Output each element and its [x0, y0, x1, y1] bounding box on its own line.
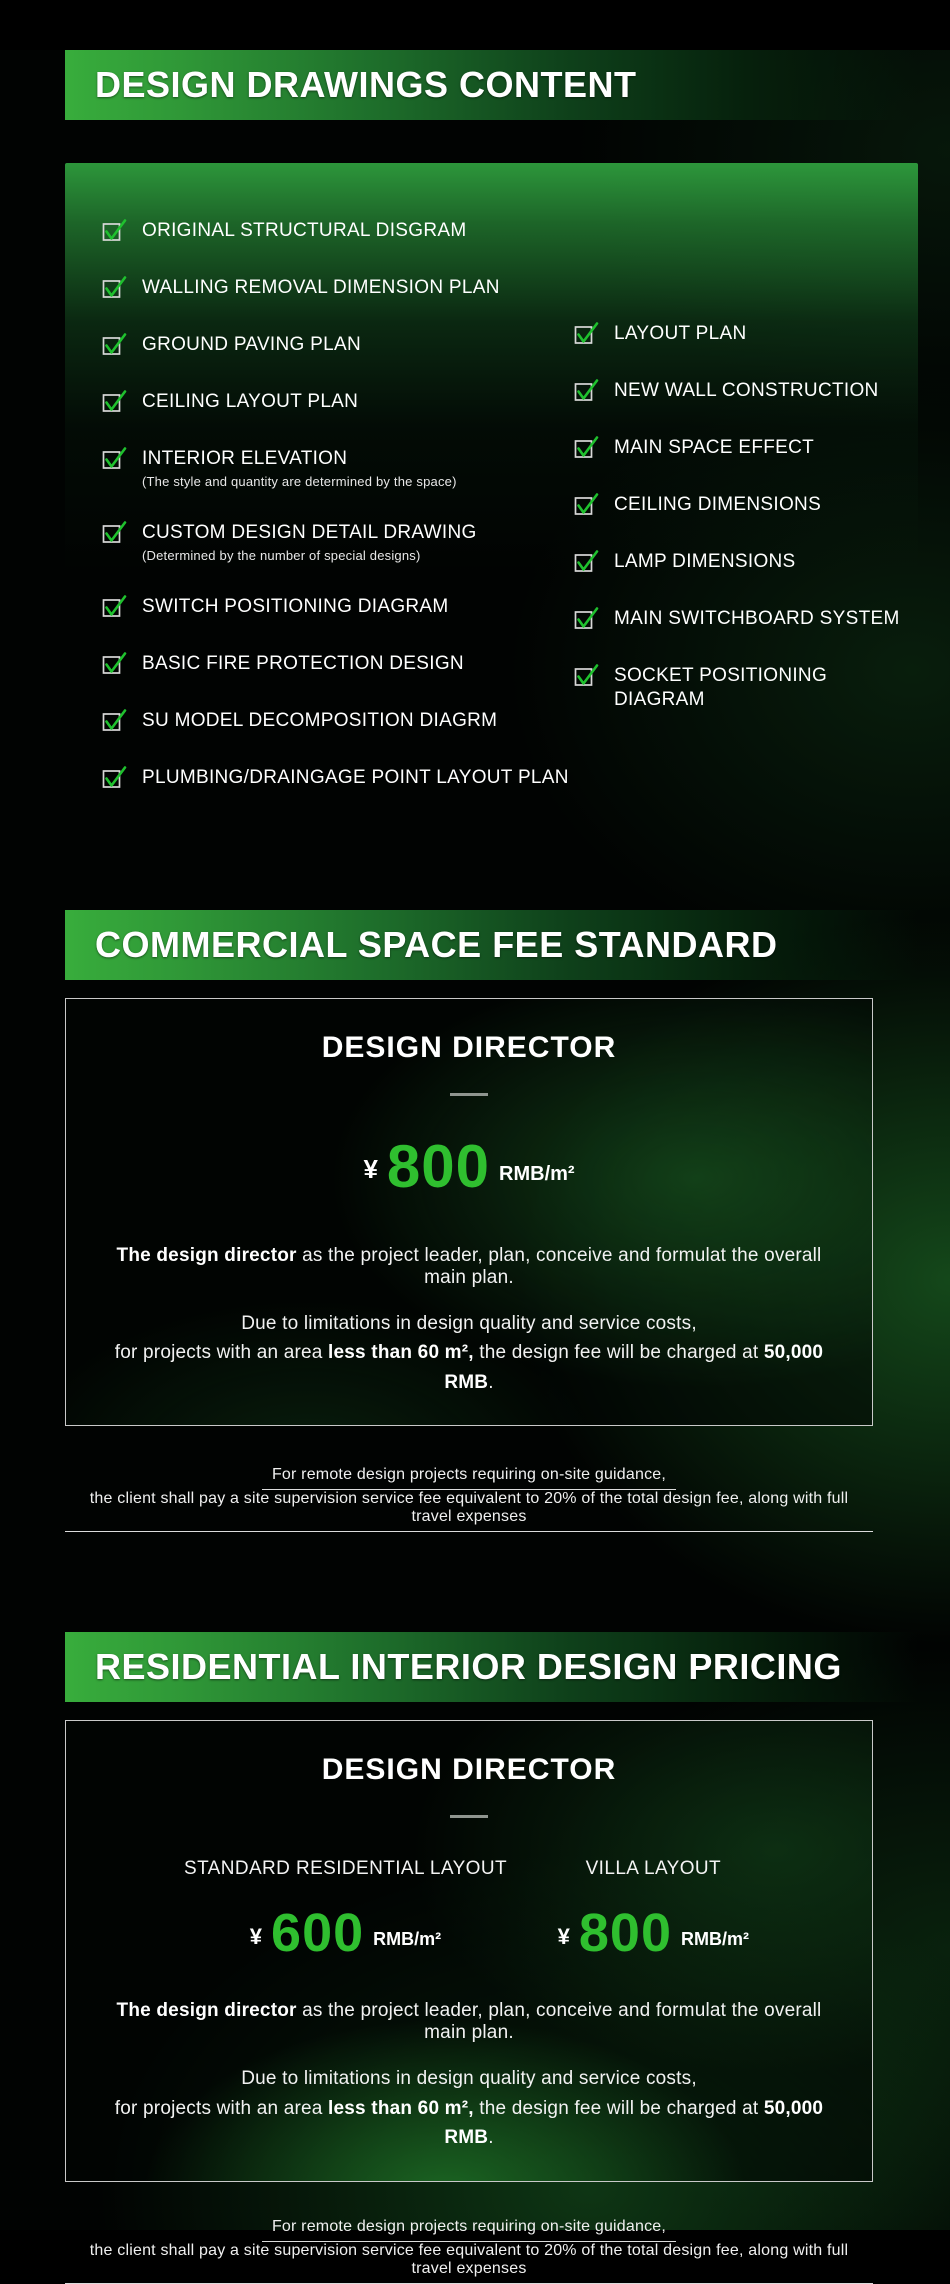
checked-checkbox-icon	[101, 764, 128, 791]
checked-checkbox-icon	[101, 331, 128, 358]
commercial-footnote	[65, 1466, 873, 1532]
residential-card-terms	[94, 2064, 844, 2152]
checklist-item-label: BASIC FIRE PROTECTION DESIGN	[142, 653, 464, 674]
price-option-standard	[184, 1858, 507, 1964]
checked-checkbox-icon	[101, 217, 128, 244]
checklist-item-label: SWITCH POSITIONING DIAGRAM	[142, 596, 449, 617]
commercial-section-title: COMMERCIAL SPACE FEE STANDARD	[95, 924, 778, 965]
drawings-checklist-panel	[65, 163, 918, 825]
checked-checkbox-icon	[101, 593, 128, 620]
checked-checkbox-icon	[573, 377, 600, 404]
residential-pricing-card	[65, 1720, 873, 2181]
checklist-item	[101, 219, 573, 244]
checklist-item-label: GROUND PAVING PLAN	[142, 334, 362, 355]
checked-checkbox-icon	[573, 548, 600, 575]
checked-checkbox-icon	[573, 662, 600, 689]
checklist-left-column	[101, 219, 573, 791]
option-label: VILLA LAYOUT	[585, 1858, 722, 1880]
checklist-item-label: SOCKET POSITIONING DIAGRAM	[614, 665, 828, 710]
checklist-item-label: LAYOUT PLAN	[614, 323, 747, 344]
terms-end: .	[488, 2127, 494, 2149]
checklist-item-label: MAIN SWITCHBOARD SYSTEM	[614, 608, 900, 629]
checklist-item-text	[142, 595, 449, 619]
checklist-item	[101, 333, 573, 358]
checked-checkbox-icon	[101, 650, 128, 677]
checklist-item	[573, 607, 904, 632]
price-value: 600	[271, 1903, 365, 1964]
terms-mid: the design fee will be charged at	[473, 2097, 764, 2119]
checklist-item	[101, 447, 573, 489]
option-price	[184, 1902, 507, 1964]
checked-checkbox-icon	[101, 519, 128, 546]
checklist-item-label: PLUMBING/DRAINGAGE POINT LAYOUT PLAN	[142, 767, 569, 788]
footnote-line-1: For remote design projects requiring on-site guidance,	[262, 1466, 676, 1490]
terms-mid: the design fee will be charged at	[473, 1342, 764, 1364]
checklist-item-text	[614, 379, 879, 403]
pricing-poster	[0, 50, 950, 2277]
poster-content	[65, 50, 918, 2284]
residential-price-options	[94, 1858, 844, 1964]
checklist-item-label: WALLING REMOVAL DIMENSION PLAN	[142, 277, 500, 298]
checklist-item-label: INTERIOR ELEVATION	[142, 448, 348, 469]
residential-card-heading: DESIGN DIRECTOR	[321, 1753, 617, 1787]
checklist-item	[101, 276, 573, 301]
residential-card-description	[94, 2000, 844, 2044]
description-rest: as the project leader, plan, conceive and formulat the overall main plan.	[296, 2000, 822, 2044]
price-value: 800	[578, 1903, 672, 1964]
checklist-item-text	[142, 521, 477, 563]
checked-checkbox-icon	[573, 434, 600, 461]
section-banner-drawings	[65, 50, 918, 120]
checklist-item	[101, 595, 573, 620]
commercial-pricing-card	[65, 998, 873, 1426]
footnote-line-2: the client shall pay a site supervision service fee equivalent to 20% of the total design fee, along with full travel expenses	[65, 1490, 873, 1532]
price-unit: RMB/m²	[499, 1163, 575, 1185]
terms-end: .	[488, 1371, 494, 1393]
checklist-item-text	[142, 276, 500, 300]
card-divider	[450, 1815, 488, 1818]
checklist-item-text	[142, 447, 457, 489]
checklist-item-label: CEILING DIMENSIONS	[614, 494, 822, 515]
checklist-item	[101, 766, 573, 791]
description-rest: as the project leader, plan, conceive and formulat the overall main plan.	[296, 1245, 822, 1288]
checklist-item-text	[614, 664, 904, 712]
checked-checkbox-icon	[573, 320, 600, 347]
residential-footnote	[65, 2218, 873, 2284]
price-value: 800	[386, 1133, 491, 1200]
commercial-card-description	[94, 1245, 844, 1289]
checklist-item-text	[142, 390, 358, 414]
description-bold: The design director	[116, 1245, 297, 1266]
checklist-item-text	[614, 322, 746, 346]
residential-section-title: RESIDENTIAL INTERIOR DESIGN PRICING	[95, 1646, 842, 1688]
checklist-item-text	[142, 709, 497, 733]
checklist-item-label: SU MODEL DECOMPOSITION DIAGRM	[142, 710, 498, 731]
checklist-item	[101, 521, 573, 563]
checklist-item	[573, 379, 904, 404]
checklist-item-note: (The style and quantity are determined by the space)	[142, 474, 457, 489]
card-divider	[450, 1093, 488, 1096]
checklist-item-text	[142, 219, 466, 243]
checklist-item	[101, 652, 573, 677]
checklist-item-text	[614, 607, 900, 631]
price-option-villa	[558, 1858, 749, 1964]
checklist-item	[101, 709, 573, 734]
terms-pre: for projects with an area	[114, 1342, 329, 1364]
checklist-item	[573, 550, 904, 575]
checklist-item	[101, 390, 573, 415]
checked-checkbox-icon	[573, 491, 600, 518]
option-label: STANDARD RESIDENTIAL LAYOUT	[184, 1858, 507, 1880]
description-bold: The design director	[116, 2000, 297, 2022]
checklist-item-label: CEILING LAYOUT PLAN	[142, 391, 359, 412]
terms-line1: Due to limitations in design quality and service costs,	[241, 1313, 697, 1334]
option-price	[558, 1902, 749, 1964]
checklist-item	[573, 436, 904, 461]
terms-line1: Due to limitations in design quality and service costs,	[241, 2068, 697, 2090]
checklist-item-text	[142, 652, 464, 676]
checklist-right-column	[573, 322, 904, 791]
checklist-item	[573, 664, 904, 712]
section-banner-residential	[65, 1632, 918, 1702]
section-banner-commercial	[65, 910, 918, 980]
checklist-item-label: CUSTOM DESIGN DETAIL DRAWING	[142, 522, 477, 543]
checklist-item-text	[142, 766, 569, 790]
terms-area-bold: less than 60 m²,	[328, 2097, 474, 2119]
price-unit: RMB/m²	[681, 1929, 749, 1950]
checklist-item-label: MAIN SPACE EFFECT	[614, 437, 815, 458]
commercial-card-heading: DESIGN DIRECTOR	[321, 1031, 617, 1064]
checklist-item-label: ORIGINAL STRUCTURAL DISGRAM	[142, 220, 467, 241]
checklist-item-label: LAMP DIMENSIONS	[614, 551, 796, 572]
drawings-section-title: DESIGN DRAWINGS CONTENT	[95, 64, 637, 105]
checked-checkbox-icon	[101, 388, 128, 415]
footnote-line-2: the client shall pay a site supervision service fee equivalent to 20% of the total design fee, along with full travel expenses	[65, 2242, 873, 2284]
checklist-item	[573, 322, 904, 347]
terms-area-bold: less than 60 m²,	[328, 1342, 474, 1364]
footnote-line-1: For remote design projects requiring on-site guidance,	[262, 2218, 676, 2242]
terms-fee-bold: 50,000 RMB	[444, 2097, 824, 2149]
terms-pre: for projects with an area	[114, 2097, 329, 2119]
checked-checkbox-icon	[101, 274, 128, 301]
currency-symbol: ¥	[249, 1924, 263, 1950]
commercial-price	[94, 1132, 844, 1201]
commercial-card-terms	[94, 1309, 844, 1397]
checked-checkbox-icon	[101, 707, 128, 734]
checklist-item-note: (Determined by the number of special designs)	[142, 548, 421, 563]
checklist-item-text	[614, 493, 821, 517]
currency-symbol: ¥	[363, 1154, 378, 1184]
checklist-item-text	[614, 436, 814, 460]
checklist-item-text	[614, 550, 796, 574]
checklist-item	[573, 493, 904, 518]
terms-fee-bold: 50,000 RMB	[444, 1342, 824, 1393]
checklist-item-text	[142, 333, 361, 357]
price-unit: RMB/m²	[373, 1929, 442, 1950]
checked-checkbox-icon	[101, 445, 128, 472]
checklist-item-label: NEW WALL CONSTRUCTION	[614, 380, 879, 401]
checked-checkbox-icon	[573, 605, 600, 632]
currency-symbol: ¥	[557, 1924, 570, 1950]
